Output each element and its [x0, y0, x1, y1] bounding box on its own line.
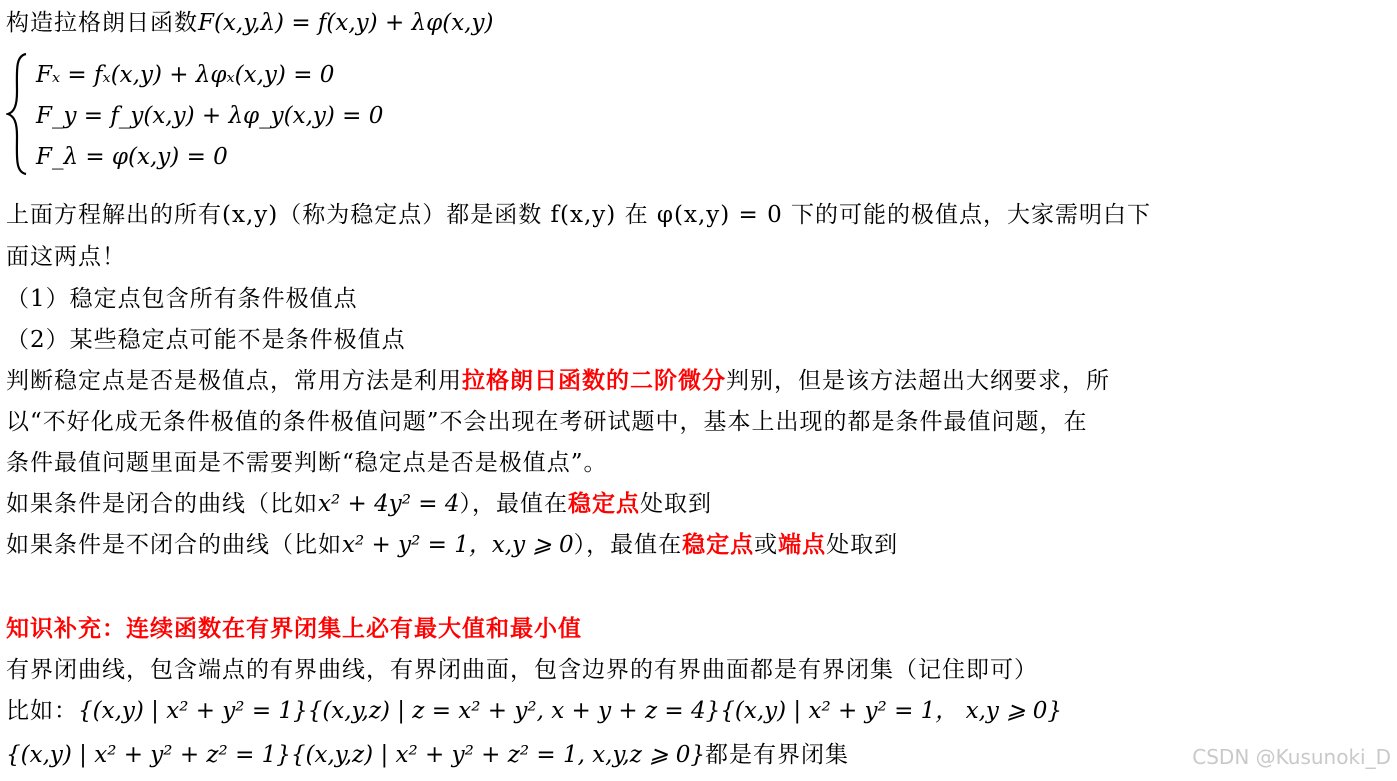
paragraph1-line2: 面这两点！	[6, 244, 126, 270]
intro-line	[6, 8, 493, 38]
equation-fy: F_y = f_y(x,y) + λφ_y(x,y) = 0	[36, 103, 384, 129]
equation-fx: Fₓ = fₓ(x,y) + λφₓ(x,y) = 0	[36, 62, 335, 88]
paragraph2-line1	[6, 366, 1110, 396]
equation-flambda: F_λ = φ(x,y) = 0	[36, 144, 228, 170]
paragraph2-highlight: 拉格朗日函数的二阶微分	[462, 367, 726, 394]
supplement-line3-formula: {(x,y) | x² + y² + z² = 1}{(x,y,z) | x² + y² + z² = 1, x,y,z ⩾ 0}	[6, 742, 706, 768]
paragraph2-line1-post: 判别，但是该方法超出大纲要求，所	[726, 368, 1110, 394]
open-curve-post: 处取到	[826, 532, 899, 558]
supplement-heading: 知识补充：连续函数在有界闭集上必有最大值和最小值	[6, 615, 582, 642]
paragraph1-line1: 上面方程解出的所有(x,y)（称为稳定点）都是函数 f(x,y) 在 φ(x,y) = 0 下的可能的极值点，大家需明白下	[6, 202, 1152, 228]
closed-curve-formula: x² + 4y² = 4	[318, 491, 460, 517]
closed-curve-post: 处取到	[639, 491, 712, 517]
paragraph2-line3: 条件最值问题里面是不需要判断“稳定点是否是极值点”。	[6, 450, 608, 476]
open-curve-line	[6, 530, 898, 560]
closed-curve-highlight: 稳定点	[567, 490, 640, 517]
open-curve-highlight-endpoint: 端点	[778, 531, 827, 558]
supplement-line3	[6, 740, 849, 770]
point-2: （2）某些稳定点可能不是条件极值点	[6, 327, 406, 353]
open-curve-pre: 如果条件是不闭合的曲线（比如	[6, 532, 342, 558]
open-curve-or: 或	[754, 532, 779, 558]
open-curve-highlight-stable: 稳定点	[682, 531, 755, 558]
document-page	[6, 0, 1391, 781]
supplement-line2-formula: {(x,y) | x² + y² = 1}{(x,y,z) | z = x² + y², x + y + z = 4}{(x,y) | x² + y² = 1， x,y ⩾ 0}	[78, 698, 1063, 724]
intro-text: 构造拉格朗日函数	[6, 10, 198, 36]
supplement-line1: 有界闭曲线，包含端点的有界曲线，有界闭曲面，包含边界的有界曲面都是有界闭集（记住即可）	[6, 657, 1038, 683]
paragraph2-line2: 以“不好化成无条件极值的条件极值问题”不会出现在考研试题中，基本上出现的都是条件最值问题，在	[6, 409, 1088, 435]
closed-curve-mid: ），最值在	[459, 491, 568, 517]
csdn-watermark: CSDN @Kusunoki_D	[1192, 745, 1391, 769]
closed-curve-line	[6, 489, 712, 519]
point-1: （1）稳定点包含所有条件极值点	[6, 286, 358, 312]
paragraph2-line1-pre: 判断稳定点是否是极值点，常用方法是利用	[6, 368, 462, 394]
supplement-line2	[6, 696, 1062, 726]
open-curve-mid: ），最值在	[573, 532, 683, 558]
supplement-line2-label: 比如：	[6, 698, 78, 724]
closed-curve-pre: 如果条件是闭合的曲线（比如	[6, 491, 318, 517]
intro-formula: F(x,y,λ) = f(x,y) + λφ(x,y)	[198, 10, 494, 36]
equation-system	[6, 52, 426, 182]
open-curve-formula: x² + y² = 1，x,y ⩾ 0	[342, 532, 574, 558]
left-brace-icon	[6, 52, 30, 176]
supplement-line3-post: 都是有界闭集	[705, 742, 850, 768]
